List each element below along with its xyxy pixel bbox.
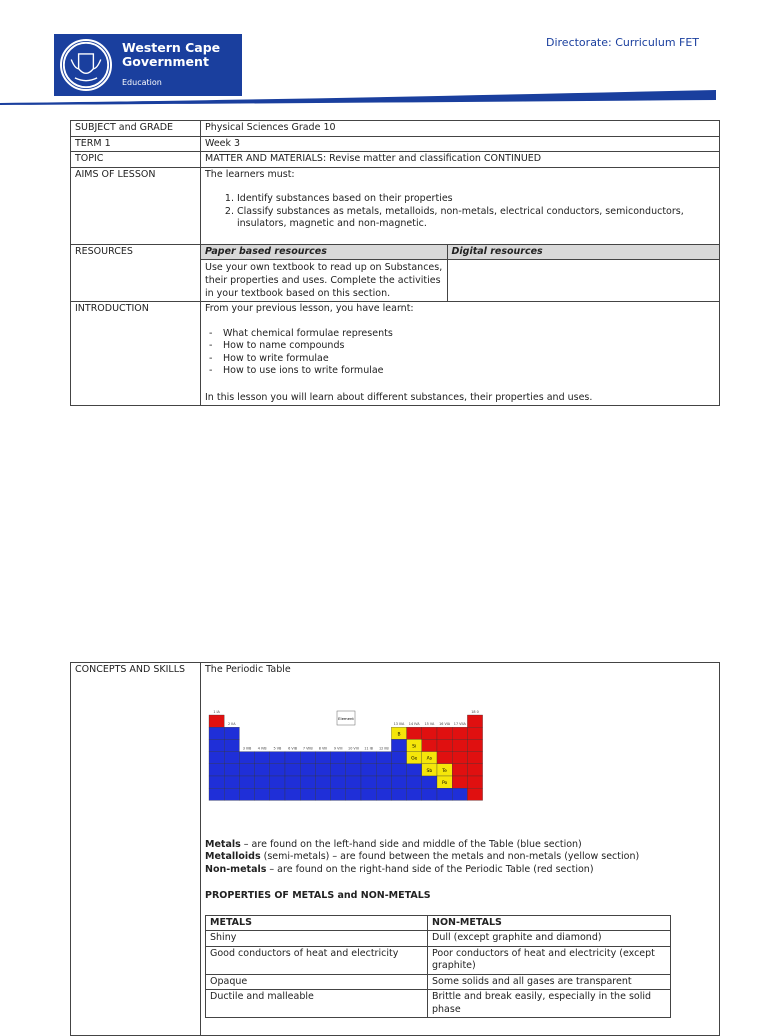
element-cell xyxy=(376,763,391,775)
table-row xyxy=(206,990,671,1018)
element-cell xyxy=(346,776,361,788)
properties-title: PROPERTIES OF METALS and NON-METALS xyxy=(205,890,431,901)
element-cell xyxy=(467,751,482,763)
group-label: 12 IIB xyxy=(378,746,389,751)
element-cell xyxy=(467,739,482,751)
element-cell xyxy=(300,788,315,800)
element-cell xyxy=(467,727,482,739)
subject-value: Physical Sciences Grade 10 xyxy=(201,121,720,137)
element-cell xyxy=(422,739,437,751)
element-cell xyxy=(315,788,330,800)
group-label: 8 VIII xyxy=(318,746,328,751)
table-row xyxy=(71,302,720,406)
intro-lead: From your previous lesson, you have learnt: xyxy=(205,303,414,314)
element-cell xyxy=(422,776,437,788)
intro-item: - What chemical formulae represents xyxy=(223,328,715,341)
element-symbol: As xyxy=(426,756,433,762)
nonmetals-note xyxy=(205,864,715,877)
group-label: 15 VA xyxy=(424,721,435,726)
element-cell xyxy=(407,763,422,775)
group-label: 11 IB xyxy=(364,746,373,751)
nonmetal-property: Poor conductors of heat and electricity (except graphite) xyxy=(428,946,671,974)
element-cell xyxy=(255,763,270,775)
logo-line-education: Education xyxy=(122,78,162,87)
group-label: 18 0 xyxy=(471,709,479,714)
group-label: 14 IVA xyxy=(408,721,420,726)
aim-item: 1. Identify substances based on their properties xyxy=(237,193,715,206)
element-cell xyxy=(391,739,406,751)
nonmetals-term: Non-metals xyxy=(205,863,267,875)
element-cell xyxy=(300,763,315,775)
element-cell xyxy=(255,751,270,763)
element-cell xyxy=(209,751,224,763)
group-label: 13 IIIA xyxy=(393,721,405,726)
intro-item: - How to use ions to write formulae xyxy=(223,365,715,378)
element-cell xyxy=(331,763,346,775)
element-cell xyxy=(376,776,391,788)
table-row xyxy=(71,663,720,1036)
nonmetals-desc: – are found on the right-hand side of the Periodic Table (red section) xyxy=(266,863,594,875)
paper-resources-header: Paper based resources xyxy=(201,245,447,260)
element-symbol: Sb xyxy=(426,768,433,774)
element-cell xyxy=(331,751,346,763)
element-symbol: Po xyxy=(441,780,448,786)
table-row xyxy=(71,136,720,152)
element-cell xyxy=(300,776,315,788)
logo-line-western-cape: Western Cape xyxy=(122,40,221,55)
group-label: 5 VB xyxy=(273,746,282,751)
element-cell xyxy=(407,788,422,800)
element-cell xyxy=(422,727,437,739)
element-cell xyxy=(452,751,467,763)
element-key-label: Element xyxy=(338,715,354,721)
directorate-heading: Directorate: Curriculum FET xyxy=(546,36,700,49)
table-row xyxy=(71,121,720,137)
element-cell xyxy=(407,727,422,739)
metals-note xyxy=(205,839,715,852)
metal-property: Opaque xyxy=(206,974,428,990)
element-symbol: Te xyxy=(442,768,447,774)
subject-label: SUBJECT and GRADE xyxy=(71,121,201,137)
element-cell xyxy=(239,776,254,788)
table-row xyxy=(71,167,720,244)
table-row xyxy=(206,974,671,990)
group-label: 10 VIII xyxy=(348,746,359,751)
element-cell xyxy=(315,763,330,775)
nonmetals-column-header: NON-METALS xyxy=(428,915,671,931)
element-cell xyxy=(437,727,452,739)
element-cell xyxy=(452,763,467,775)
element-cell xyxy=(391,751,406,763)
metal-property: Good conductors of heat and electricity xyxy=(206,946,428,974)
aims-intro: The learners must: xyxy=(205,168,295,180)
element-cell xyxy=(361,763,376,775)
element-symbol: B xyxy=(397,731,401,737)
nonmetal-property: Dull (except graphite and diamond) xyxy=(428,931,671,947)
group-label: 7 VIIB xyxy=(302,746,313,751)
element-cell xyxy=(209,788,224,800)
topic-label: TOPIC xyxy=(71,152,201,168)
metalloids-term: Metalloids xyxy=(205,851,261,862)
header-swoosh xyxy=(0,86,768,106)
intro-list xyxy=(205,328,715,378)
digital-resources-text xyxy=(447,260,719,302)
element-cell xyxy=(391,776,406,788)
term-value: Week 3 xyxy=(201,136,720,152)
element-cell xyxy=(346,763,361,775)
element-cell xyxy=(331,788,346,800)
table-row xyxy=(206,931,671,947)
element-cell xyxy=(437,751,452,763)
metal-property: Ductile and malleable xyxy=(206,990,428,1018)
intro-close: In this lesson you will learn about different substances, their properties and uses. xyxy=(205,391,593,403)
element-cell xyxy=(224,788,239,800)
element-cell xyxy=(376,751,391,763)
element-cell xyxy=(467,715,482,727)
element-cell xyxy=(361,788,376,800)
introduction-label: INTRODUCTION xyxy=(71,302,201,406)
metals-column-header: METALS xyxy=(206,915,428,931)
properties-table xyxy=(205,915,671,1019)
element-cell xyxy=(346,751,361,763)
digital-resources-header: Digital resources xyxy=(447,245,719,260)
element-cell xyxy=(467,788,482,800)
element-cell xyxy=(270,788,285,800)
metals-term: Metals xyxy=(205,838,241,850)
element-cell xyxy=(209,715,224,727)
metalloids-note xyxy=(205,851,715,864)
table-row xyxy=(71,152,720,168)
element-cell xyxy=(224,776,239,788)
element-cell xyxy=(315,751,330,763)
element-cell xyxy=(224,763,239,775)
lesson-table xyxy=(70,120,720,406)
aim-item: 2. Classify substances as metals, metalloids, non-metals, electrical conductors, semiconductors, insulators, magnetic and non-magnetic. xyxy=(237,206,715,231)
metals-desc: – are found on the left-hand side and middle of the Table (blue section) xyxy=(240,838,582,850)
element-cell xyxy=(331,776,346,788)
element-cell xyxy=(452,739,467,751)
element-cell xyxy=(209,763,224,775)
group-label: 17 VIIA xyxy=(453,721,466,726)
element-cell xyxy=(452,727,467,739)
group-label: 1 IA xyxy=(213,709,220,714)
logo-line-government: Government xyxy=(122,54,209,69)
element-cell xyxy=(239,751,254,763)
element-cell xyxy=(224,727,239,739)
group-label: 6 VIB xyxy=(288,746,298,751)
element-cell xyxy=(239,788,254,800)
element-cell xyxy=(391,763,406,775)
element-cell xyxy=(452,788,467,800)
group-label: 4 IVB xyxy=(257,746,267,751)
table-row xyxy=(206,946,671,974)
element-cell xyxy=(209,727,224,739)
element-cell xyxy=(270,763,285,775)
element-cell xyxy=(467,763,482,775)
element-cell xyxy=(285,788,300,800)
element-symbol: Si xyxy=(412,744,417,749)
element-cell xyxy=(361,776,376,788)
element-cell xyxy=(270,776,285,788)
element-cell xyxy=(239,763,254,775)
metalloids-desc: (semi-metals) – are found between the metals and non-metals (yellow section) xyxy=(260,851,640,862)
element-cell xyxy=(437,739,452,751)
aims-list xyxy=(205,193,715,231)
element-cell xyxy=(285,776,300,788)
element-cell xyxy=(361,751,376,763)
term-label: TERM 1 xyxy=(71,136,201,152)
element-cell xyxy=(407,776,422,788)
coat-of-arms-icon xyxy=(60,39,112,91)
nonmetal-property: Brittle and break easily, especially in the solid phase xyxy=(428,990,671,1018)
periodic-table-title: The Periodic Table xyxy=(205,664,291,675)
element-cell xyxy=(209,739,224,751)
intro-item: - How to write formulae xyxy=(223,353,715,366)
element-cell xyxy=(315,776,330,788)
aims-label: AIMS OF LESSON xyxy=(71,167,201,244)
periodic-table xyxy=(205,685,545,835)
group-label: 2 IIA xyxy=(228,721,236,726)
element-cell xyxy=(376,788,391,800)
element-cell xyxy=(209,776,224,788)
nonmetal-property: Some solids and all gases are transparent xyxy=(428,974,671,990)
element-cell xyxy=(255,788,270,800)
table-row xyxy=(71,244,720,302)
element-cell xyxy=(467,776,482,788)
element-cell xyxy=(224,739,239,751)
element-cell xyxy=(346,788,361,800)
element-cell xyxy=(255,776,270,788)
element-symbol: Ge xyxy=(411,756,418,762)
element-cell xyxy=(391,788,406,800)
group-label: 9 VIII xyxy=(333,746,343,751)
element-cell xyxy=(452,776,467,788)
element-cell xyxy=(437,788,452,800)
intro-item: - How to name compounds xyxy=(223,340,715,353)
element-cell xyxy=(422,788,437,800)
element-cell xyxy=(285,751,300,763)
element-cell xyxy=(285,763,300,775)
element-cell xyxy=(270,751,285,763)
element-cell xyxy=(300,751,315,763)
group-label: 16 VIA xyxy=(439,721,451,726)
resources-label: RESOURCES xyxy=(71,244,201,302)
concepts-label: CONCEPTS AND SKILLS xyxy=(71,663,201,1036)
concepts-table xyxy=(70,662,720,1036)
metal-property: Shiny xyxy=(206,931,428,947)
group-label: 3 IIIB xyxy=(242,746,252,751)
element-cell xyxy=(224,751,239,763)
resources-table xyxy=(201,245,719,302)
paper-resources-text: Use your own textbook to read up on Substances, their properties and uses. Complete the activities in your textbook based on this section. xyxy=(201,260,447,302)
topic-value: MATTER AND MATERIALS: Revise matter and classification CONTINUED xyxy=(201,152,720,168)
